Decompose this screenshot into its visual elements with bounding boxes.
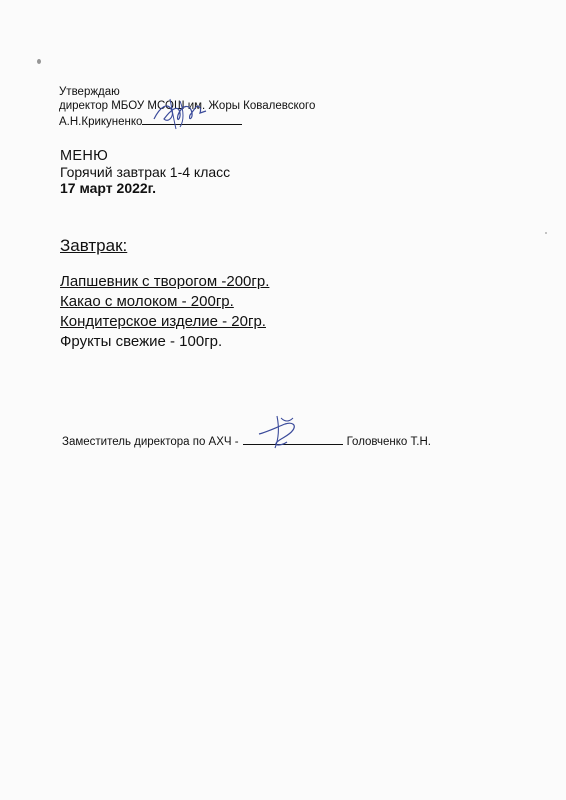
menu-item: Фрукты свежие - 100гр. — [60, 333, 223, 350]
deputy-signature — [255, 412, 305, 452]
footer-signature-line — [62, 433, 431, 448]
footer-position: Заместитель директора по АХЧ - — [62, 436, 239, 448]
approval-heading: Утверждаю — [59, 86, 120, 98]
menu-subtitle: Горячий завтрак 1-4 класс — [60, 164, 231, 180]
menu-date: 17 март 2022г. — [60, 180, 156, 196]
breakfast-label: Завтрак: — [60, 236, 128, 255]
scan-speck — [545, 232, 547, 234]
scan-speck — [37, 59, 41, 64]
breakfast-section — [60, 236, 269, 352]
menu-header — [60, 148, 230, 196]
menu-item: Лапшевник с творогом -200гр. — [60, 273, 270, 290]
approval-position: директор МБОУ МСОШ им. Жоры Ковалевского — [59, 100, 316, 112]
director-signature — [150, 93, 210, 133]
menu-item: Кондитерское изделие - 20гр. — [60, 313, 266, 330]
menu-item: Какао с молоком - 200гр. — [60, 293, 234, 310]
footer-name: Головченко Т.Н. — [346, 436, 431, 448]
menu-title: МЕНЮ — [60, 148, 109, 164]
approval-name: А.Н.Крикуненко — [59, 116, 143, 128]
